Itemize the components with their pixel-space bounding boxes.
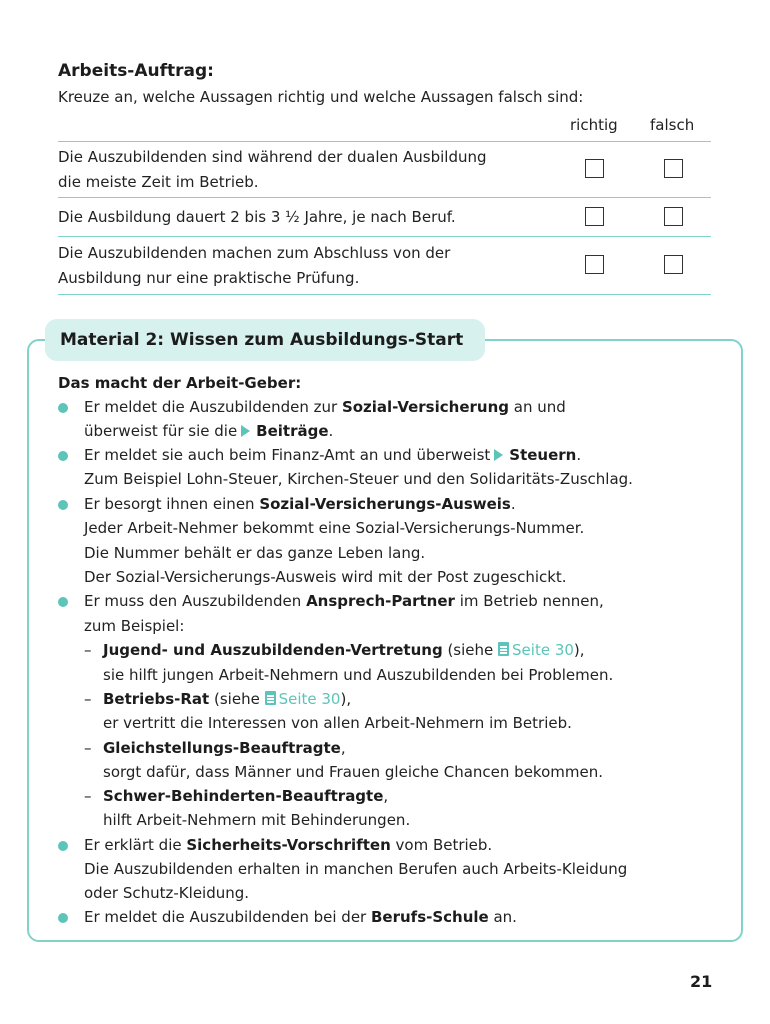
checkbox-statement-3-richtig[interactable] — [585, 255, 604, 274]
document-icon — [498, 642, 509, 656]
checkbox-statement-2-falsch[interactable] — [664, 207, 683, 226]
statement-1: Die Auszubildenden sind während der dualen Ausbildung die meiste Zeit im Betrieb. — [58, 148, 487, 191]
bullet-3-line-1: Er besorgt ihnen einen Sozial-Versicherungs-Ausweis. — [84, 495, 516, 513]
bullet-3-line-2: Jeder Arbeit-Nehmer bekommt eine Sozial-Versicherungs-Nummer. — [84, 519, 585, 537]
bullet-2-line-2: Zum Beispiel Lohn-Steuer, Kirchen-Steuer und den Solidaritäts-Zuschlag. — [84, 470, 633, 488]
dash-1-line-2: sie hilft jungen Arbeit-Nehmern und Auszubildenden bei Problemen. — [103, 666, 614, 684]
task-title: Arbeits-Auftrag: — [58, 61, 214, 81]
arrow-icon — [494, 449, 503, 461]
bullet-4-line-1: Er muss den Auszubildenden Ansprech-Partner im Betrieb nennen, — [84, 592, 604, 610]
checkbox-statement-1-richtig[interactable] — [585, 159, 604, 178]
document-icon — [265, 691, 276, 705]
divider — [58, 294, 711, 295]
task-intro: Kreuze an, welche Aussagen richtig und welche Aussagen falsch sind: — [58, 88, 584, 106]
dash-marker: – — [84, 641, 92, 659]
bullet-1-line-2: überweist für sie die Beiträge. — [84, 422, 334, 440]
dash-4-line-1: Schwer-Behinderten-Beauftragte, — [103, 787, 389, 805]
divider — [58, 197, 711, 198]
dash-3-line-2: sorgt dafür, dass Männer und Frauen gleiche Chancen bekommen. — [103, 763, 603, 781]
dash-marker: – — [84, 690, 92, 708]
statement-2: Die Ausbildung dauert 2 bis 3 ½ Jahre, je nach Beruf. — [58, 208, 456, 226]
dash-1-line-1: Jugend- und Auszubildenden-Vertretung (siehe Seite 30), — [103, 641, 585, 659]
statement-3: Die Auszubildenden machen zum Abschluss von der Ausbildung nur eine praktische Prüfung. — [58, 244, 451, 287]
checkbox-statement-2-richtig[interactable] — [585, 207, 604, 226]
bullet-dot — [58, 403, 68, 413]
bullet-dot — [58, 451, 68, 461]
checkbox-statement-1-falsch[interactable] — [664, 159, 683, 178]
bullet-1-line-1: Er meldet die Auszubildenden zur Sozial-Versicherung an und — [84, 398, 566, 416]
material-title: Material 2: Wissen zum Ausbildungs-Start — [60, 330, 464, 350]
material-subheading: Das macht der Arbeit-Geber: — [58, 374, 302, 392]
bullet-5-line-3: oder Schutz-Kleidung. — [84, 884, 250, 902]
bullet-dot — [58, 597, 68, 607]
page-link[interactable]: Seite 30 — [265, 690, 341, 708]
bullet-dot — [58, 500, 68, 510]
bullet-4-line-2: zum Beispiel: — [84, 617, 185, 635]
bullet-5-line-1: Er erklärt die Sicherheits-Vorschriften vom Betrieb. — [84, 836, 493, 854]
bullet-3-line-4: Der Sozial-Versicherungs-Ausweis wird mit der Post zugeschickt. — [84, 568, 567, 586]
bullet-dot — [58, 841, 68, 851]
arrow-icon — [241, 425, 250, 437]
dash-4-line-2: hilft Arbeit-Nehmern mit Behinderungen. — [103, 811, 411, 829]
bullet-5-line-2: Die Auszubildenden erhalten in manchen Berufen auch Arbeits-Kleidung — [84, 860, 628, 878]
dash-2-line-2: er vertritt die Interessen von allen Arbeit-Nehmern im Betrieb. — [103, 714, 572, 732]
column-header-richtig: richtig — [570, 116, 618, 134]
column-header-falsch: falsch — [650, 116, 695, 134]
page-link[interactable]: Seite 30 — [498, 641, 574, 659]
bullet-dot — [58, 913, 68, 923]
bullet-2-line-1: Er meldet sie auch beim Finanz-Amt an und überweist Steuern. — [84, 446, 582, 464]
dash-3-line-1: Gleichstellungs-Beauftragte, — [103, 739, 346, 757]
bullet-3-line-3: Die Nummer behält er das ganze Leben lang. — [84, 544, 426, 562]
divider — [58, 141, 711, 142]
dash-marker: – — [84, 739, 92, 757]
page-number: 21 — [690, 972, 713, 991]
divider — [58, 236, 711, 237]
checkbox-statement-3-falsch[interactable] — [664, 255, 683, 274]
dash-marker: – — [84, 787, 92, 805]
bullet-6-line-1: Er meldet die Auszubildenden bei der Berufs-Schule an. — [84, 908, 517, 926]
dash-2-line-1: Betriebs-Rat (siehe Seite 30), — [103, 690, 352, 708]
